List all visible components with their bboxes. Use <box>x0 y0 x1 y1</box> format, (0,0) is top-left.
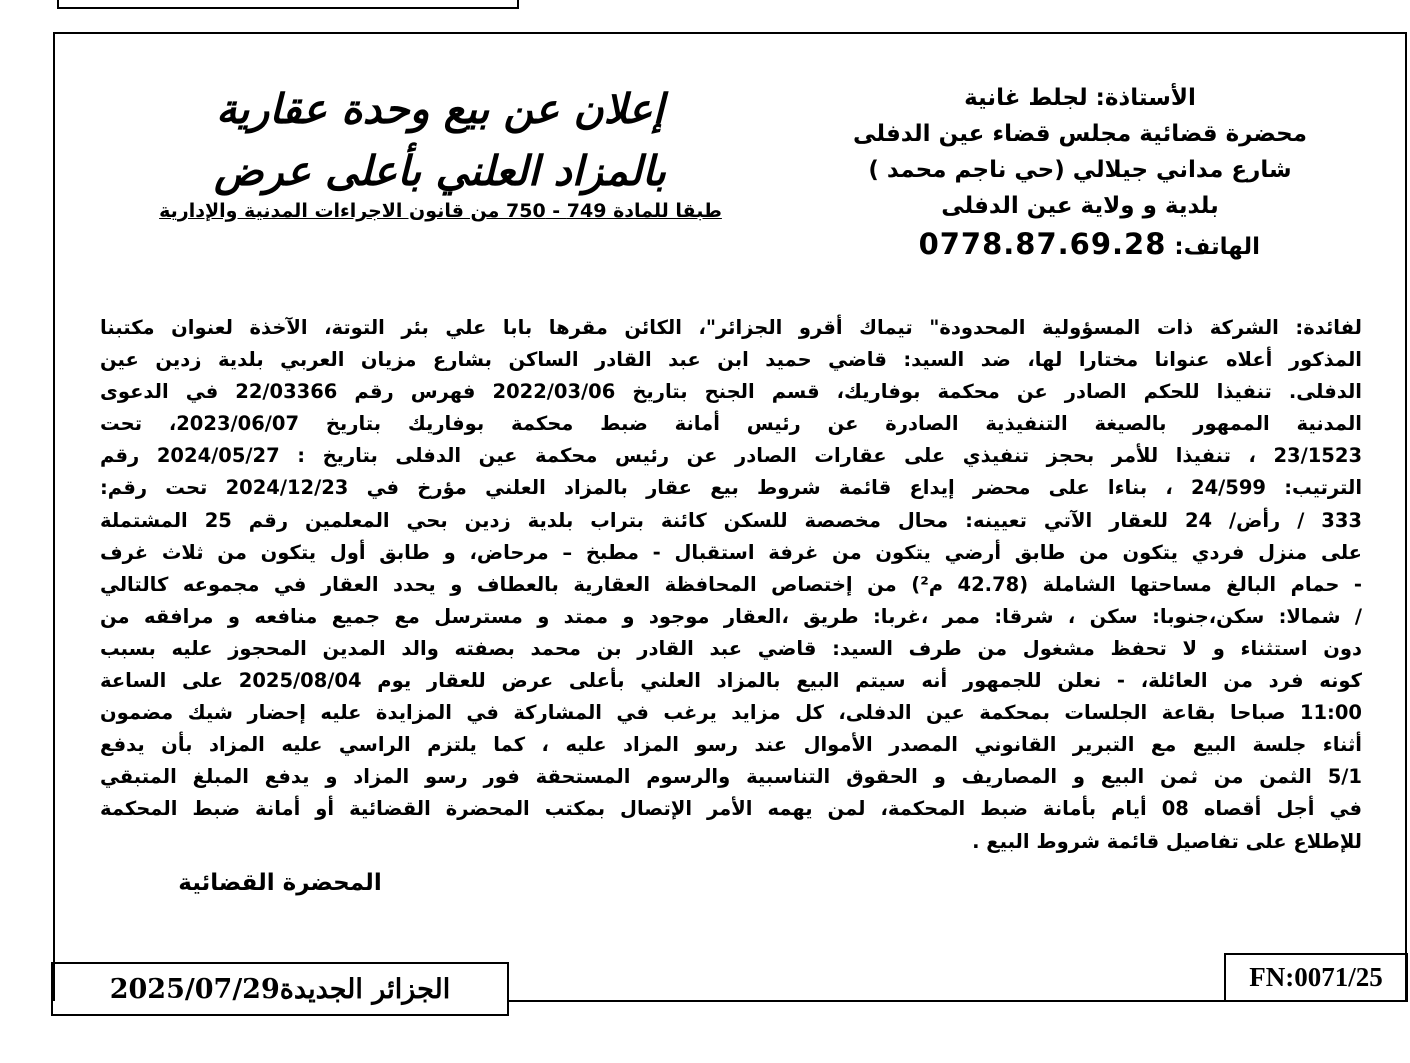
office-line-1: محضرة قضائية مجلس قضاء عين الدفلى <box>853 121 1307 147</box>
body-line: دون استثناء و لا تحفظ مشغول من طرف السيد: قاضي عبد القادر بن محمد بصفته والد المدين المحجوز عليه بسبب <box>100 636 1362 660</box>
body-line: لفائدة: الشركة ذات المسؤولية المحدودة" تيماك أقرو الجزائر"، الكائن مقرها بابا علي بئر التوتة، الآخذة لعنوان مكتبنا <box>100 316 1362 339</box>
body-line: للإطلاع على تفاصيل قائمة شروط البيع . <box>972 829 1362 853</box>
bailiff-name: الأستاذة: لجلط غانية <box>964 85 1196 111</box>
body-line: 333 / رأض/ 24 للعقار الآتي تعيينه: محال مخصصة للسكن كائنة بتراب بلدية زدين بحي المعلمين رقم 25 المشتملة <box>100 508 1362 532</box>
office-line-3: بلدية و ولاية عين الدفلى <box>941 193 1219 219</box>
publication-box <box>51 962 509 1016</box>
bailiff-office-header <box>820 80 1340 265</box>
body-line: كونه فرد من العائلة، - نعلن للجمهور أنه سيتم البيع بالمزاد العلني بأعلى عرض للعقار يوم 2025/08/04 على الساعة <box>100 669 1362 693</box>
body-line: على منزل فردي يتكون من طابق أرضي يتكون من غرفة استقبال - مطبخ – مرحاض، و طابق أول يتكون من ثلاث غرف <box>100 540 1362 564</box>
fn-box <box>1224 953 1408 1002</box>
body-line: المذكور أعلاه عنوانا مختارا لها، ضد السيد: قاضي حميد ابن عبد القادر الساكن بشارع مزيان العربي بلدية زدين عين <box>100 348 1362 372</box>
fn-number: FN:0071/25 <box>1249 962 1383 992</box>
legal-reference-text: طبقا للمادة 749 - 750 من قانون الاجراءات المدنية والإدارية <box>159 200 722 222</box>
announcement-body <box>100 312 1362 858</box>
body-line: 23/1523 ، تنفيذا للأمر بحجز تنفيذي على عقارات الصادر عن رئيس محكمة عين الدفلى بتاريخ : 2024/05/27 رقم <box>100 444 1363 468</box>
body-line: الدفلى. تنفيذا للحكم الصادر عن محكمة بوفاريك، قسم الجنح بتاريخ 2022/03/06 فهرس رقم 22/03366 في الدعوى <box>100 380 1362 404</box>
signature: المحضرة القضائية <box>178 870 382 896</box>
body-line: المدنية الممهور بالصيغة التنفيذية الصادرة عن رئيس أمانة ضبط محكمة بوفاريك بتاريخ 2023/06/07، تحت <box>100 412 1362 436</box>
body-line: في أجل أقصاه 08 أيام بأمانة ضبط المحكمة، لمن يهمه الأمر الإتصال بمكتب المحضرة القضائية أو أمانة ضبط المحكمة <box>100 797 1362 821</box>
body-line: - حمام البالغ مساحتها الشاملة (42.78 م²) من إختصاص المحافظة العقارية بالعطاف و يحدد العقار في مجموعه كالتالي <box>100 572 1362 596</box>
body-line: أثناء جلسة البيع مع التبرير القانوني المصدر الأموال عند رسو المزاد عليه ، كما يلتزم الراسي عليه المزاد بأن يدفع <box>100 733 1362 757</box>
publication-text: الجزائر الجديدة2025/07/29 <box>109 973 451 1005</box>
phone-label: الهاتف: <box>1174 234 1260 260</box>
body-line: الترتيب: 24/599 ، بناءا على محضر إيداع قائمة شروط بيع عقار بالمزاد العلني مؤرخ في 2024/12/23 تحت رقم: <box>100 476 1363 500</box>
office-line-2: شارع مداني جيلالي (حي ناجم محمد ) <box>868 157 1292 183</box>
legal-reference <box>108 200 773 222</box>
title-line-1: إعلان عن بيع وحدة عقارية <box>216 85 664 133</box>
title-line-2: بالمزاد العلني بأعلى عرض <box>214 147 666 195</box>
phone-line <box>820 226 1340 265</box>
body-line: 11:00 صباحا بقاعة الجلسات بمحكمة عين الدفلى، كل مزايد يرغب في المشاركة في المزايدة عليه إحضار شيك مضمون <box>100 701 1362 725</box>
bottom-divider <box>509 1000 1225 1002</box>
phone-number: 0778.87.69.28 <box>918 227 1167 261</box>
announcement-title <box>110 78 770 202</box>
body-line: / شمالا: سكن،جنوبا: سكن ، شرقا: ممر ،غربا: طريق ،العقار موجود و ممتد و مسترسل مع جميع منافعه و مرافقه من <box>100 604 1362 628</box>
top-border-box <box>57 0 519 9</box>
body-line: 5/1 الثمن من ثمن البيع و المصاريف و الحقوق التناسبية والرسوم المستحقة فور رسو المزاد و يدفع المبلغ المتبقي <box>100 765 1362 789</box>
